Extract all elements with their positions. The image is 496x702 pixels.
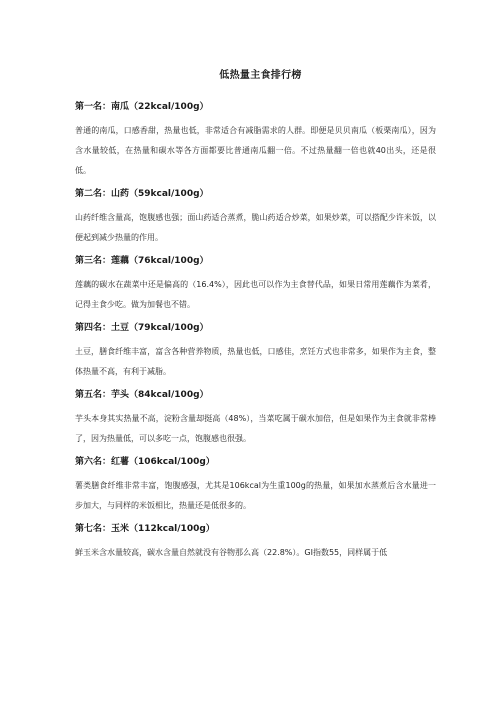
section-sweet-potato [75,454,436,516]
section-pumpkin [75,99,436,181]
section-yam [75,186,436,248]
section-body: 鲜玉米含水量较高，碳水含量自然就没有谷物那么高（22.8%）。GI指数55，同样属于低 [75,548,388,557]
section-heading: 第二名：山药（59kcal/100g） [75,189,209,199]
document-title: 低热量主食排行榜 [219,70,302,81]
section-heading: 第七名：玉米（112kcal/100g） [75,524,215,534]
section-heading: 第一名：南瓜（22kcal/100g） [75,102,209,112]
section-body: 薯类膳食纤维非常丰富，饱腹感强，尤其是106kcal为生重100g的热量，如果加水蒸煮后含水量进一步加大，与同样的米饭相比，热量还是低很多的。 [75,481,436,510]
section-taro [75,387,436,449]
section-lotus-root [75,253,436,315]
section-heading: 第五名：芋头（84kcal/100g） [75,390,209,400]
section-body: 莲藕的碳水在蔬菜中还是偏高的（16.4%），因此也可以作为主食替代品，如果日常用莲藕作为菜肴，记得主食少吃。做为加餐也不错。 [75,280,436,309]
section-potato [75,320,436,382]
section-heading: 第四名：土豆（79kcal/100g） [75,323,209,333]
section-heading: 第六名：红薯（106kcal/100g） [75,457,215,467]
section-corn [75,521,436,563]
section-body: 普通的南瓜，口感香甜，热量也低，非常适合有减脂需求的人群。即便是贝贝南瓜（板栗南瓜），因为含水量较低，在热量和碳水等各方面都要比普通南瓜翻一倍。不过热量翻一倍也就40出头，还是很低。 [75,126,436,175]
section-body: 山药纤维含量高，饱腹感也强；面山药适合蒸煮，脆山药适合炒菜，如果炒菜，可以搭配少许米饭，以便起到减少热量的作用。 [75,213,436,242]
section-body: 土豆，膳食纤维丰富，富含各种营养物质，热量也低，口感佳，烹饪方式也非常多，如果作为主食，整体热量不高，有利于减脂。 [75,347,436,376]
section-heading: 第三名：莲藕（76kcal/100g） [75,256,209,266]
section-body: 芋头本身其实热量不高，淀粉含量却挺高（48%），当菜吃属于碳水加倍，但是如果作为主食就非常棒了，因为热量低，可以多吃一点，饱腹感也很强。 [75,414,436,443]
